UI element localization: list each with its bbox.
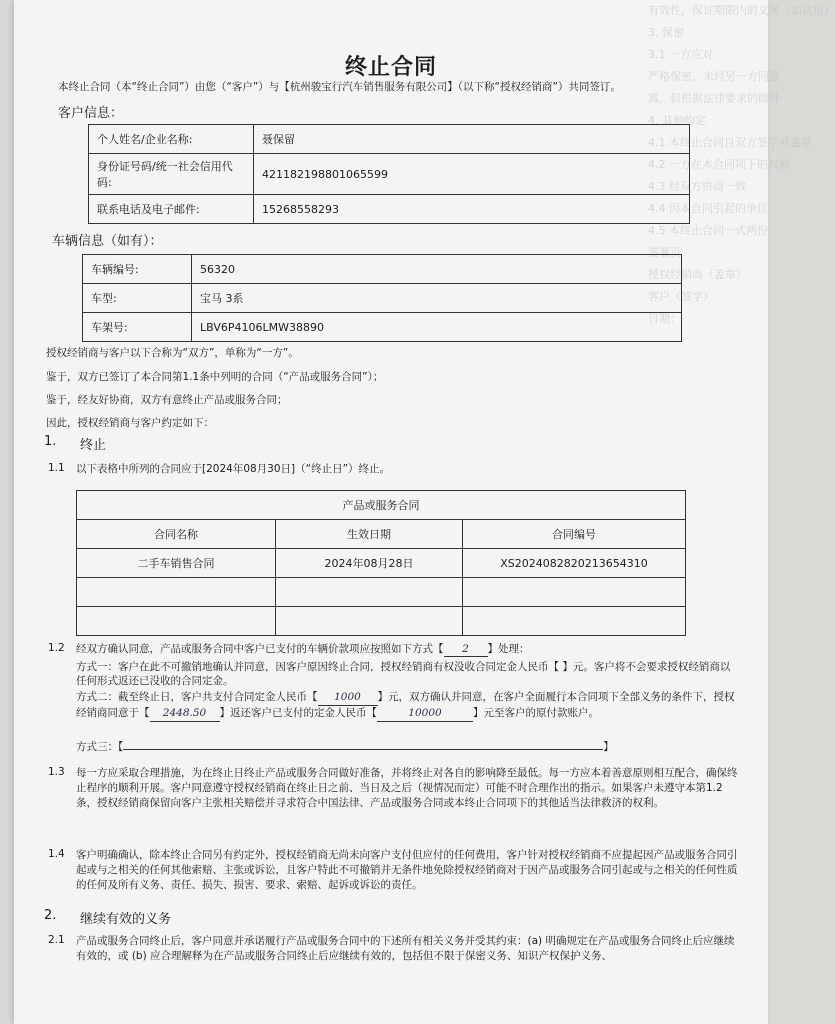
vehicle-section-heading: 车辆信息（如有）： [52,234,163,249]
table-label: 车架号: [83,313,192,342]
column-header: 生效日期 [276,520,463,549]
table-cell: 2024年08月28日 [276,549,463,578]
recital-3: 因此，授权经销商与客户约定如下： [46,417,214,429]
table-row [83,284,682,313]
clause-text: 】处理： [487,643,530,655]
table-cell: 二手车销售合同 [77,549,276,578]
table-label: 联系电话及电子邮件: [89,195,254,224]
clause-2-1-number: 2.1 [48,934,65,946]
bleed-line: 3. 保密 [648,26,684,39]
clause-1-1-text: 以下表格中所列的合同应于[2024年08月30日]（“终止日”）终止。 [76,463,391,475]
intro-paragraph: 本终止合同（本“终止合同”）由您（“客户”）与【杭州骏宝行汽车销售服务有限公司】（以下称“授权经销商”）共同签订。 [58,81,621,93]
method-3-text [76,740,636,754]
table-cell [77,607,276,636]
customer-info-table [88,124,690,224]
clause-1-1-number: 1.1 [48,462,65,474]
clause-2-1-text: 产品或服务合同终止后，客户同意并承诺履行产品或服务合同中的下述所有相关义务并受其约束：(a) 明确规定在产品或服务合同终止后应继续有效的，或 (b) 应合理解释为在产品或服务合同终止后应继续有效的，包括但不限于保密义务、知识产权保护义务、 [76,935,735,962]
handwritten-choice: 2 [444,642,488,657]
section-2-title: 继续有效的义务 [80,912,172,927]
table-row [77,607,686,636]
blank-line [123,749,603,750]
table-cell [463,607,686,636]
bleed-line: 4.3 经双方协商一致 [648,180,746,193]
clause-1-3-text: 每一方应采取合理措施，为在终止日终止产品或服务合同做好准备，并将终止对各自的影响降至最低。每一方应本着善意原则相互配合，确保终止程序的顺利开展。客户同意遵守授权经销商在终止日之前、当日及之后（视情况而定）可能不时合理作出的指示。如果客户未遵守本第1.2条，授权经销商保留向客户主张相关赔偿并寻求符合中国法律、产品或服务合同或本终止合同项下的其他适当法律救济的权利。 [76,767,738,809]
table-value: LBV6P4106LMW38890 [192,313,682,342]
table-label: 车辆编号: [83,255,192,284]
table-row [89,195,690,224]
table-caption-row [77,491,686,520]
section-1-number: 1. [44,434,57,449]
table-row [77,549,686,578]
table-row [83,255,682,284]
clause-text: 】元，双方确认并同意，在客户全面履行本合同项下全部义务的条件下，授权经销商同意于【 [76,691,735,719]
bleed-line: 日期： [648,312,681,325]
table-cell [77,578,276,607]
clause-text: 】 [603,741,614,753]
table-value: 56320 [192,255,682,284]
contract-page [14,0,835,1024]
table-value: 宝马 3系 [192,284,682,313]
bleed-line: 客户（签字） [648,290,714,303]
table-value: 421182198801065599 [254,154,690,195]
column-header: 合同编号 [463,520,686,549]
method-1-text: 方式一：客户在此不可撤销地确认并同意，因客户原因终止合同，授权经销商有权没收合同定金人民币【 】元。客户将不会要求授权经销商以任何形式返还已没收的合同定金。 [76,661,731,687]
method-2-text [76,690,738,722]
handwritten-amount: 1000 [318,690,378,706]
table-row [89,154,690,195]
table-cell [276,607,463,636]
clause-text: 方式三：【 [76,741,124,753]
table-label: 身份证号码/统一社会信用代码: [89,154,254,195]
bleed-line: 有效性，保证期限内的义务（如适用） [648,4,835,17]
table-caption: 产品或服务合同 [77,491,686,520]
vehicle-info-table [82,254,682,342]
clause-1-2-number: 1.2 [48,642,65,654]
table-cell [463,578,686,607]
bleed-line: 4.2 一方在本合同项下的权利 [648,158,790,171]
customer-section-heading: 客户信息： [58,106,124,121]
recital-1: 鉴于，双方已签订了本合同第1.1条中列明的合同（“产品或服务合同”）； [46,371,384,383]
table-cell: XS2024082820213654310 [463,549,686,578]
document-title: 终止合同 [344,55,437,80]
bleed-line: 严格保密，未经另一方同意 [648,70,780,83]
section-2-number: 2. [44,908,57,923]
column-header: 合同名称 [77,520,276,549]
table-row [83,313,682,342]
handwritten-date: 2448.50 [150,706,220,722]
bleed-line: 3.1 一方应对 [648,48,713,61]
clause-1-3-number: 1.3 [48,766,65,778]
handwritten-amount: 10000 [377,706,473,722]
recital-parties: 授权经销商与客户以下合称为“双方”，单称为“一方”。 [46,347,299,359]
clause-text: 方式二：截至终止日，客户共支付合同定金人民币【 [76,691,318,703]
table-label: 车型: [83,284,192,313]
bleed-line: 4.5 本终止合同一式两份 [648,224,768,237]
table-value: 15268558293 [254,195,690,224]
table-value: 聂保留 [254,125,690,154]
table-cell [276,578,463,607]
table-header-row [77,520,686,549]
bleed-line: 4.1 本终止合同自双方签字或盖章 [648,136,812,149]
bleed-line: 签署页 [648,246,681,259]
clause-text: 经双方确认同意，产品或服务合同中客户已支付的车辆价款项应按照如下方式【 [76,643,444,655]
clause-text: 】元至客户的原付款账户。 [473,707,599,719]
table-row [77,578,686,607]
contracts-table [76,490,686,636]
bleed-line: 4.4 因本合同引起的争议 [648,202,768,215]
clause-1-4-number: 1.4 [48,848,65,860]
bleed-line: 授权经销商（盖章） [648,268,747,281]
clause-text: 】返还客户已支付的定金人民币【 [219,707,377,719]
clause-1-4-text: 客户明确确认，除本终止合同另有约定外，授权经销商无尚未向客户支付但应付的任何费用，客户针对授权经销商不应提起因产品或服务合同引起或与之相关的任何其他索赔、主张或诉讼，且客户特此不可撤销并无条件地免除授权经销商对于因产品或服务合同引起或与之相关的任何性质的任何及所有义务、责任、损失、损害、要求、索赔、起诉或诉讼的责任。 [76,849,738,891]
table-label: 个人姓名/企业名称: [89,125,254,154]
clause-1-2-intro [76,642,748,657]
section-1-title: 终止 [80,438,107,453]
recital-2: 鉴于，经友好协商，双方有意终止产品或服务合同； [46,394,288,406]
bleed-line: 4. 其他约定 [648,114,706,127]
table-row [89,125,690,154]
bleed-line: 露，但根据法律要求的除外 [648,92,780,105]
